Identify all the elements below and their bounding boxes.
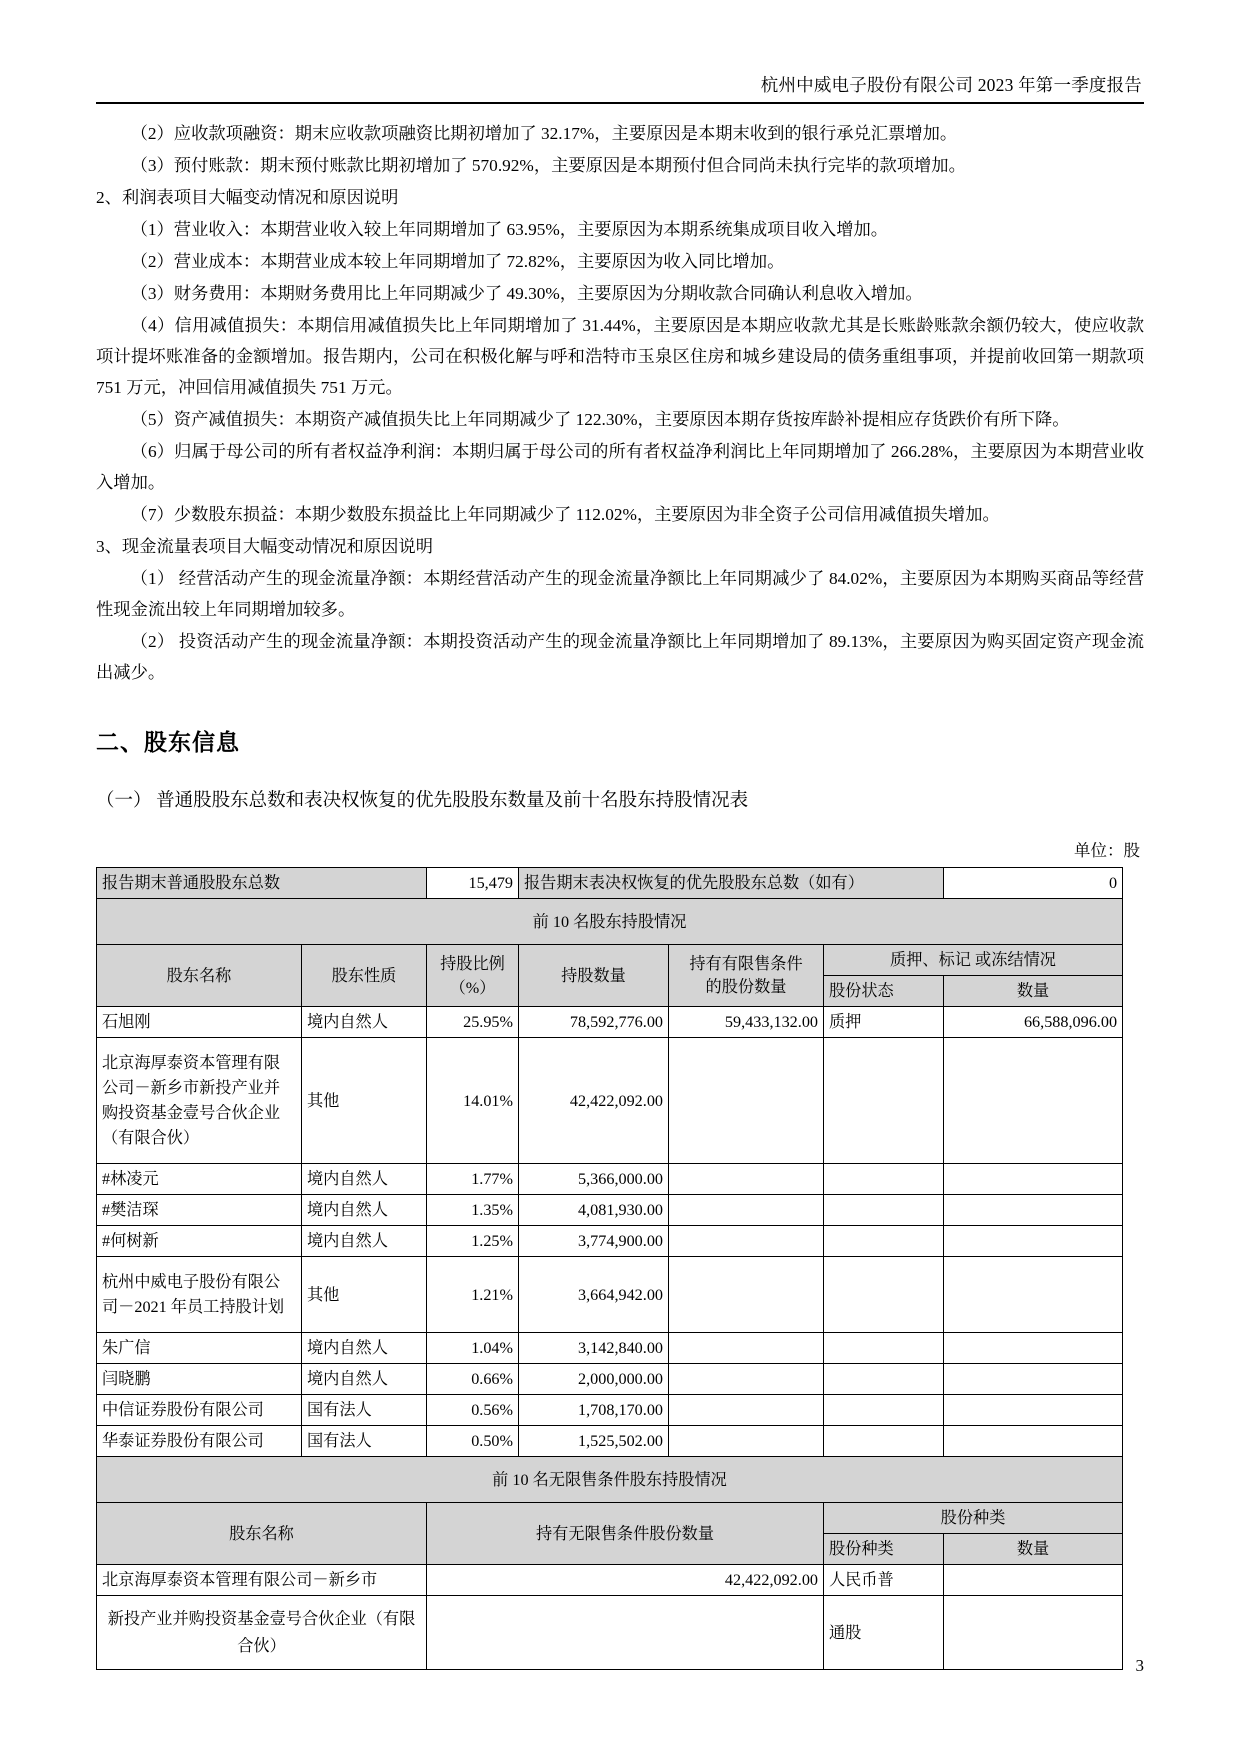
cell-shares: 1,708,170.00	[519, 1395, 669, 1426]
cell-ratio: 0.66%	[427, 1364, 519, 1395]
cell-unrestricted-type: 通股	[824, 1596, 944, 1670]
cell-shares: 3,664,942.00	[519, 1257, 669, 1333]
table-row	[97, 1195, 1123, 1226]
paragraph-credit-impairment-loss: （4）信用减值损失：本期信用减值损失比上年同期增加了 31.44%，主要原因是本期应收款尤其是长账龄账款余额仍较大，使应收款项计提坏账准备的金额增加。报告期内，公司在积极化解与呼和浩特市玉泉区住房和城乡建设局的债务重组事项，并提前收回第一期款项 751 万元，冲回信用减值损失 751 万元。	[96, 316, 1144, 397]
cell-top10-banner: 前 10 名股东持股情况	[97, 899, 1123, 945]
cell-shareholder-nature: 境内自然人	[302, 1164, 427, 1195]
cell-share-status	[824, 1333, 944, 1364]
col-header-share-type: 股份种类	[824, 1534, 944, 1565]
col-header-ratio-line2: （%）	[449, 978, 496, 997]
cell-ordinary-shareholders-value: 15,479	[427, 868, 519, 899]
table-row	[97, 1038, 1123, 1164]
col-header-share-type-amount: 数量	[944, 1534, 1123, 1565]
cell-share-status	[824, 1364, 944, 1395]
cell-unrestricted-type: 人民币普	[824, 1565, 944, 1596]
cell-shareholder-name: #何树新	[97, 1226, 302, 1257]
cell-shares: 5,366,000.00	[519, 1164, 669, 1195]
cell-shareholder-nature: 其他	[302, 1257, 427, 1333]
col-header-restricted-shares	[669, 945, 824, 1007]
cell-unrestricted-qty	[427, 1596, 824, 1670]
cell-restricted	[669, 1164, 824, 1195]
col-header-shareholder-name: 股东名称	[97, 945, 302, 1007]
col-header-shares-held: 持股数量	[519, 945, 669, 1007]
cell-pledge-amount	[944, 1195, 1123, 1226]
cell-share-status	[824, 1395, 944, 1426]
heading-income-statement-changes: 2、利润表项目大幅变动情况和原因说明	[96, 188, 399, 207]
cell-restricted: 59,433,132.00	[669, 1007, 824, 1038]
heading-cashflow-changes: 3、现金流量表项目大幅变动情况和原因说明	[96, 537, 433, 556]
cell-restricted	[669, 1426, 824, 1457]
cell-restricted	[669, 1333, 824, 1364]
col-header-unrestricted-qty: 持有无限售条件股份数量	[427, 1503, 824, 1565]
cell-preferred-shareholders-value: 0	[944, 868, 1123, 899]
table-row-summary	[97, 868, 1123, 899]
header-title: 杭州中威电子股份有限公司 2023 年第一季度报告	[760, 75, 1142, 95]
cell-pledge-amount	[944, 1333, 1123, 1364]
paragraph-asset-impairment-loss: （5）资产减值损失：本期资产减值损失比上年同期减少了 122.30%，主要原因本期存货按库龄补提相应存货跌价有所下降。	[130, 410, 1070, 429]
table-row	[97, 1565, 1123, 1596]
cell-share-status	[824, 1038, 944, 1164]
col-header-unrestricted-name: 股东名称	[97, 1503, 427, 1565]
table-row	[97, 1395, 1123, 1426]
paragraph-financial-expense: （3）财务费用：本期财务费用比上年同期减少了 49.30%，主要原因为分期收款合同确认利息收入增加。	[130, 284, 923, 303]
cell-shareholder-name: 石旭刚	[97, 1007, 302, 1038]
cell-shareholder-name: 中信证券股份有限公司	[97, 1395, 302, 1426]
cell-shareholder-name: #林凌元	[97, 1164, 302, 1195]
cell-shareholder-name: 闫晓鹏	[97, 1364, 302, 1395]
paragraph-investing-cashflow: （2） 投资活动产生的现金流量净额：本期投资活动产生的现金流量净额比上年同期增加了 89.13%，主要原因为购买固定资产现金流出减少。	[96, 632, 1144, 682]
cell-share-status	[824, 1257, 944, 1333]
cell-ratio: 1.04%	[427, 1333, 519, 1364]
cell-restricted	[669, 1257, 824, 1333]
cell-ratio: 1.35%	[427, 1195, 519, 1226]
cell-pledge-amount	[944, 1257, 1123, 1333]
cell-shareholder-nature: 境内自然人	[302, 1364, 427, 1395]
col-header-shareholder-nature: 股东性质	[302, 945, 427, 1007]
paragraph-prepayments: （3）预付账款：期末预付账款比期初增加了 570.92%，主要原因是本期预付但合同尚未执行完毕的款项增加。	[130, 156, 966, 175]
cell-shareholder-name: #樊洁琛	[97, 1195, 302, 1226]
col-header-ratio	[427, 945, 519, 1007]
cell-share-status: 质押	[824, 1007, 944, 1038]
page-number: 3	[1135, 1656, 1144, 1675]
cell-pledge-amount	[944, 1395, 1123, 1426]
cell-shares: 3,142,840.00	[519, 1333, 669, 1364]
table-row	[97, 1364, 1123, 1395]
cell-preferred-shareholders-label: 报告期末表决权恢复的优先股股东总数（如有）	[519, 868, 944, 899]
cell-restricted	[669, 1038, 824, 1164]
cell-unrestricted-amount	[944, 1596, 1123, 1670]
cell-ratio: 1.25%	[427, 1226, 519, 1257]
col-header-ratio-line1: 持股比例	[440, 954, 505, 973]
cell-restricted	[669, 1395, 824, 1426]
cell-ratio: 0.50%	[427, 1426, 519, 1457]
cell-pledge-amount	[944, 1226, 1123, 1257]
cell-shareholder-name: 杭州中威电子股份有限公司－2021 年员工持股计划	[97, 1257, 302, 1333]
paragraph-receivables-financing: （2）应收款项融资：期末应收款项融资比期初增加了 32.17%，主要原因是本期末收到的银行承兑汇票增加。	[130, 124, 958, 143]
cell-shareholder-nature: 国有法人	[302, 1426, 427, 1457]
page-header	[96, 74, 1144, 104]
cell-unrestricted-amount	[944, 1565, 1123, 1596]
cell-unrestricted-name: 北京海厚泰资本管理有限公司－新乡市	[97, 1565, 427, 1596]
paragraph-operating-revenue: （1）营业收入：本期营业收入较上年同期增加了 63.95%，主要原因为本期系统集成项目收入增加。	[130, 220, 889, 239]
cell-shareholder-nature: 境内自然人	[302, 1195, 427, 1226]
cell-shares: 42,422,092.00	[519, 1038, 669, 1164]
col-header-share-type-group: 股份种类	[824, 1503, 1123, 1534]
table-row-header-1	[97, 945, 1123, 976]
col-header-restricted-line1: 持有有限售条件	[689, 954, 803, 973]
paragraph-operating-cashflow: （1） 经营活动产生的现金流量净额：本期经营活动产生的现金流量净额比上年同期减少了 84.02%，主要原因为本期购买商品等经营性现金流出较上年同期增加较多。	[96, 569, 1144, 619]
cell-shares: 1,525,502.00	[519, 1426, 669, 1457]
table-row	[97, 1257, 1123, 1333]
table-row	[97, 1596, 1123, 1670]
col-header-restricted-line2: 的股份数量	[705, 977, 787, 996]
cell-ordinary-shareholders-label: 报告期末普通股股东总数	[97, 868, 427, 899]
cell-shares: 3,774,900.00	[519, 1226, 669, 1257]
cell-shares: 2,000,000.00	[519, 1364, 669, 1395]
table-row	[97, 1226, 1123, 1257]
cell-unrestricted-name: 新投产业并购投资基金壹号合伙企业（有限合伙）	[97, 1596, 427, 1670]
cell-ratio: 25.95%	[427, 1007, 519, 1038]
cell-pledge-amount	[944, 1426, 1123, 1457]
cell-ratio: 1.21%	[427, 1257, 519, 1333]
cell-ratio: 14.01%	[427, 1038, 519, 1164]
table-row	[97, 1333, 1123, 1364]
table-row	[97, 1007, 1123, 1038]
section-title-shareholder-info: 二、股东信息	[96, 730, 240, 755]
table-row	[97, 1164, 1123, 1195]
cell-share-status	[824, 1164, 944, 1195]
cell-pledge-amount	[944, 1164, 1123, 1195]
cell-shareholder-nature: 其他	[302, 1038, 427, 1164]
cell-shareholder-nature: 境内自然人	[302, 1333, 427, 1364]
cell-pledge-amount	[944, 1038, 1123, 1164]
section-heading-wrap	[96, 726, 1144, 760]
header-divider	[96, 102, 1144, 104]
cell-restricted	[669, 1195, 824, 1226]
cell-restricted	[669, 1364, 824, 1395]
cell-pledge-amount	[944, 1364, 1123, 1395]
col-header-pledge-amount: 数量	[944, 976, 1123, 1007]
cell-shareholder-name: 北京海厚泰资本管理有限公司－新乡市新投产业并购投资基金壹号合伙企业（有限合伙）	[97, 1038, 302, 1164]
cell-pledge-amount: 66,588,096.00	[944, 1007, 1123, 1038]
paragraph-minority-interest: （7）少数股东损益：本期少数股东损益比上年同期减少了 112.02%，主要原因为非全资子公司信用减值损失增加。	[130, 505, 1000, 524]
document-content	[96, 118, 1144, 1670]
paragraph-parent-net-profit: （6）归属于母公司的所有者权益净利润：本期归属于母公司的所有者权益净利润比上年同期增加了 266.28%，主要原因为本期营业收入增加。	[96, 442, 1144, 492]
cell-share-status	[824, 1195, 944, 1226]
table-row-unrestricted-banner	[97, 1457, 1123, 1503]
cell-shareholder-nature: 国有法人	[302, 1395, 427, 1426]
cell-shares: 4,081,930.00	[519, 1195, 669, 1226]
subsection-heading-wrap	[96, 786, 1144, 817]
cell-share-status	[824, 1426, 944, 1457]
paragraph-operating-cost: （2）营业成本：本期营业成本较上年同期增加了 72.82%，主要原因为收入同比增加。	[130, 252, 785, 271]
cell-unrestricted-qty: 42,422,092.00	[427, 1565, 824, 1596]
shareholder-table	[96, 867, 1123, 1670]
cell-shares: 78,592,776.00	[519, 1007, 669, 1038]
subsection-title-top-ten: （一） 普通股股东总数和表决权恢复的优先股股东数量及前十名股东持股情况表	[96, 791, 749, 811]
cell-unrestricted-banner: 前 10 名无限售条件股东持股情况	[97, 1457, 1123, 1503]
cell-ratio: 1.77%	[427, 1164, 519, 1195]
cell-share-status	[824, 1226, 944, 1257]
cell-shareholder-nature: 境内自然人	[302, 1007, 427, 1038]
table-row	[97, 1426, 1123, 1457]
table-row-unrestricted-header-1	[97, 1503, 1123, 1534]
col-header-pledge-group: 质押、标记 或冻结情况	[824, 945, 1123, 976]
cell-ratio: 0.56%	[427, 1395, 519, 1426]
cell-restricted	[669, 1226, 824, 1257]
table-row-top10-banner	[97, 899, 1123, 945]
cell-shareholder-name: 华泰证券股份有限公司	[97, 1426, 302, 1457]
col-header-share-status: 股份状态	[824, 976, 944, 1007]
cell-shareholder-name: 朱广信	[97, 1333, 302, 1364]
cell-shareholder-nature: 境内自然人	[302, 1226, 427, 1257]
table-unit-label: 单位：股	[1074, 841, 1140, 860]
